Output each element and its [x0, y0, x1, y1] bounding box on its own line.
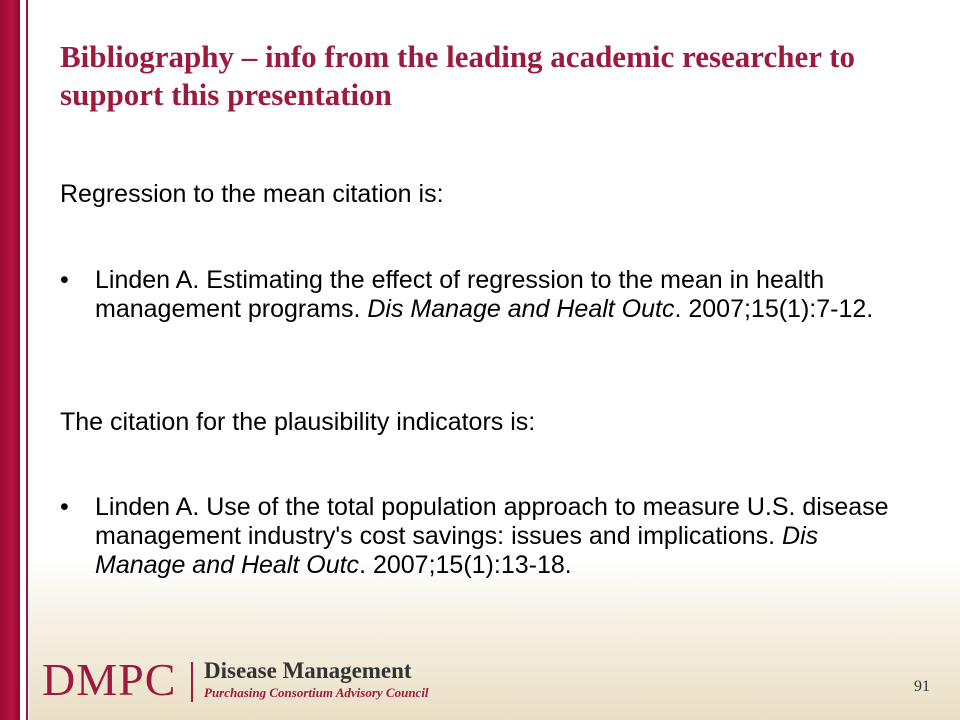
dmpc-logo: [42, 656, 462, 706]
left-accent-line: [26, 0, 28, 720]
logo-divider: [191, 662, 193, 702]
citation-text-part1: Linden A. Use of the total population approach to measure U.S. disease management industry's cost savings: issues and implications.: [95, 493, 889, 550]
logo-sub-text: Purchasing Consortium Advisory Council: [204, 685, 429, 700]
bullet-marker: •: [60, 493, 69, 521]
logo-main-text: Disease Management: [204, 658, 412, 683]
citation-text: [95, 493, 910, 580]
citation-text: [95, 266, 910, 324]
citation-text-part2: . 2007;15(1):7-12.: [674, 295, 874, 323]
citation-text-part1: Linden A. Estimating the effect of regression to the mean in health management programs.: [95, 266, 825, 323]
intro-regression: Regression to the mean citation is:: [60, 180, 444, 208]
slide-title: Bibliography – info from the leading academic researcher to support this presentation: [60, 39, 856, 112]
page-number: 91: [914, 678, 930, 695]
left-accent-bar: [0, 0, 20, 720]
citation-bullet-plausibility: [60, 493, 910, 580]
citation-journal: Dis Manage and Healt Outc: [95, 522, 819, 579]
intro-plausibility: The citation for the plausibility indicators is:: [60, 408, 536, 436]
logo-acronym: DMPC: [42, 654, 177, 705]
citation-journal: Dis Manage and Healt Outc: [367, 295, 675, 323]
citation-bullet-regression: [60, 266, 910, 324]
bullet-marker: •: [60, 266, 69, 294]
citation-text-part2: . 2007;15(1):13-18.: [359, 551, 572, 579]
